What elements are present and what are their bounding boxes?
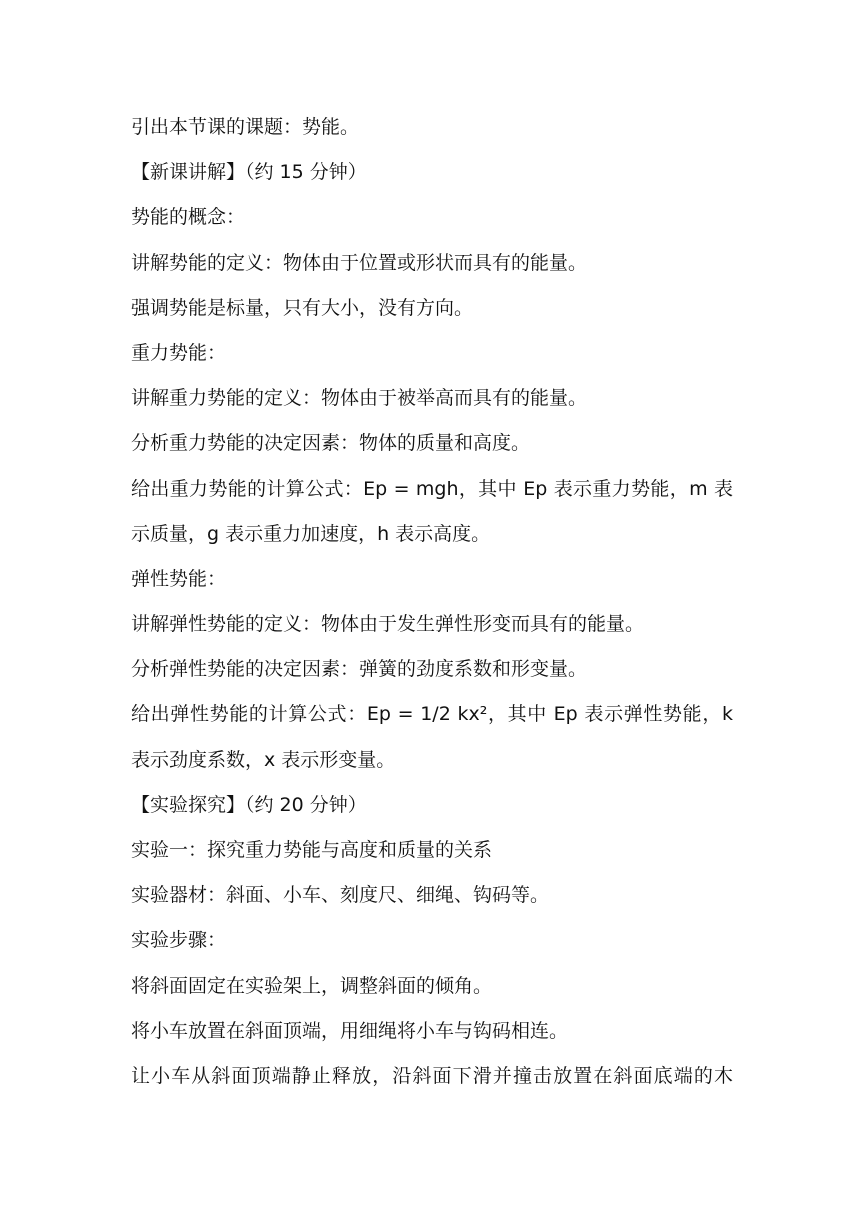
text-line-elastic-formula-cont: 表示劲度系数，x 表示形变量。 — [131, 748, 396, 771]
text-line-gravitational-factors: 分析重力势能的决定因素：物体的质量和高度。 — [131, 432, 531, 455]
text-line-gravitational-formula: 给出重力势能的计算公式：Ep = mgh，其中 Ep 表示重力势能，m 表 — [131, 477, 733, 500]
text-line-definition: 讲解势能的定义：物体由于位置或形状而具有的能量。 — [131, 251, 588, 274]
text-line-equipment: 实验器材：斜面、小车、刻度尺、细绳、钩码等。 — [131, 884, 550, 907]
text-line-elastic-formula: 给出弹性势能的计算公式：Ep = 1/2 kx²，其中 Ep 表示弹性势能，k — [131, 703, 733, 726]
subheading-gravitational-pe: 重力势能： — [131, 341, 227, 364]
subheading-elastic-pe: 弹性势能： — [131, 567, 227, 590]
subheading-potential-energy-concept: 势能的概念： — [131, 206, 246, 229]
text-line-elastic-definition: 讲解弹性势能的定义：物体由于发生弹性形变而具有的能量。 — [131, 613, 645, 636]
section-heading-new-lesson: 【新课讲解】（约 15 分钟） — [131, 161, 367, 184]
section-heading-experiment: 【实验探究】（约 20 分钟） — [131, 793, 367, 816]
subheading-steps: 实验步骤： — [131, 929, 227, 952]
text-line-gravitational-definition: 讲解重力势能的定义：物体由于被举高而具有的能量。 — [131, 387, 588, 410]
text-line-scalar: 强调势能是标量，只有大小，没有方向。 — [131, 296, 474, 319]
text-line-topic-intro: 引出本节课的课题：势能。 — [131, 116, 360, 138]
document-body — [131, 110, 733, 1104]
text-line-step-2: 将小车放置在斜面顶端，用细绳将小车与钩码相连。 — [131, 1019, 569, 1042]
text-line-step-1: 将斜面固定在实验架上，调整斜面的倾角。 — [131, 974, 493, 997]
text-line-gravitational-formula-cont: 示质量，g 表示重力加速度，h 表示高度。 — [131, 522, 491, 545]
text-line-elastic-factors: 分析弹性势能的决定因素：弹簧的劲度系数和形变量。 — [131, 658, 588, 681]
text-line-step-3: 让小车从斜面顶端静止释放，沿斜面下滑并撞击放置在斜面底端的木 — [131, 1064, 733, 1087]
text-line-experiment-one: 实验一：探究重力势能与高度和质量的关系 — [131, 839, 493, 861]
